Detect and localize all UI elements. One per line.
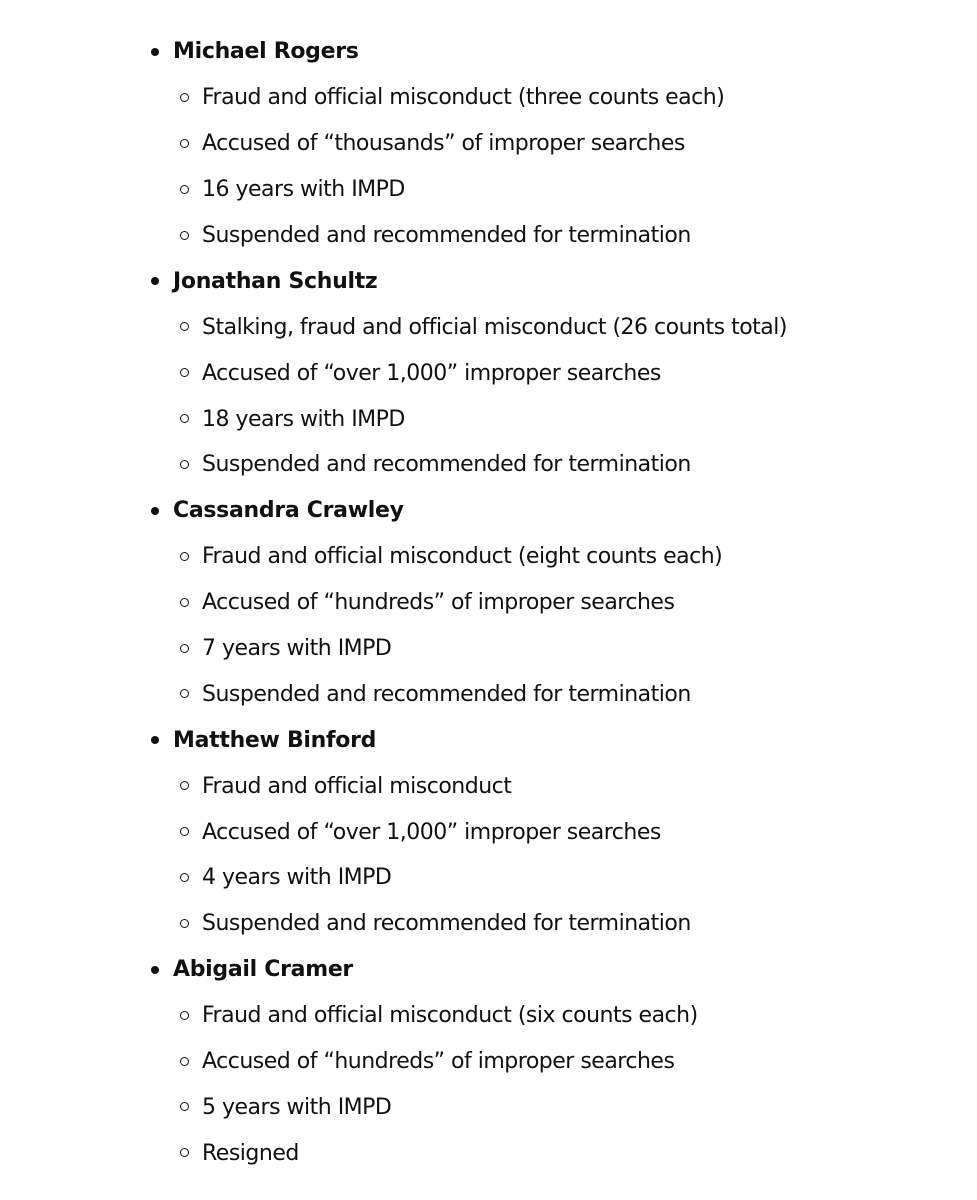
officer-row — [0, 947, 977, 993]
detail-item — [0, 167, 977, 213]
detail-item — [0, 442, 977, 488]
detail-text: Suspended and recommended for termination — [202, 681, 691, 707]
detail-item — [0, 75, 977, 121]
detail-item — [0, 993, 977, 1039]
detail-item — [0, 1130, 977, 1176]
detail-text: Fraud and official misconduct — [202, 773, 512, 799]
circle-bullet-icon — [180, 231, 189, 240]
officer-row — [0, 488, 977, 534]
officer-row — [0, 29, 977, 75]
officer-row — [0, 717, 977, 763]
circle-bullet-icon — [180, 139, 189, 148]
detail-text: Resigned — [202, 1140, 299, 1166]
detail-text: Accused of “over 1,000” improper searches — [202, 819, 661, 845]
officer-name: Cassandra Crawley — [173, 498, 404, 524]
officer-name: Michael Rogers — [173, 39, 359, 65]
officer-item — [0, 947, 977, 1176]
circle-bullet-icon — [180, 322, 189, 331]
officer-item — [0, 29, 977, 258]
detail-item — [0, 396, 977, 442]
detail-text: Fraud and official misconduct (six counts each) — [202, 1003, 698, 1029]
circle-bullet-icon — [180, 414, 189, 423]
officer-row — [0, 258, 977, 304]
circle-bullet-icon — [180, 185, 189, 194]
detail-text: 4 years with IMPD — [202, 865, 392, 891]
circle-bullet-icon — [180, 827, 189, 836]
detail-item — [0, 1084, 977, 1130]
detail-item — [0, 809, 977, 855]
detail-text: Stalking, fraud and official misconduct (26 counts total) — [202, 314, 787, 340]
detail-text: 7 years with IMPD — [202, 636, 392, 662]
circle-bullet-icon — [180, 368, 189, 377]
detail-text: Suspended and recommended for termination — [202, 223, 691, 248]
circle-bullet-icon — [180, 93, 189, 102]
officer-name: Matthew Binford — [173, 727, 377, 753]
detail-text: 5 years with IMPD — [202, 1094, 392, 1120]
circle-bullet-icon — [180, 644, 189, 653]
officer-details — [0, 763, 977, 947]
disc-bullet-icon — [151, 48, 159, 56]
circle-bullet-icon — [180, 873, 189, 882]
officer-details — [0, 993, 977, 1177]
circle-bullet-icon — [180, 1011, 189, 1020]
disc-bullet-icon — [151, 736, 159, 744]
circle-bullet-icon — [180, 919, 189, 928]
detail-text: Accused of “hundreds” of improper searches — [202, 1049, 675, 1075]
officer-item — [0, 488, 977, 717]
officer-details — [0, 534, 977, 718]
officer-details — [0, 304, 977, 488]
detail-text: 18 years with IMPD — [202, 406, 405, 432]
circle-bullet-icon — [180, 552, 189, 561]
detail-item — [0, 534, 977, 580]
detail-text: 16 years with IMPD — [202, 177, 405, 203]
circle-bullet-icon — [180, 1102, 189, 1111]
detail-text: Fraud and official misconduct (eight counts each) — [202, 544, 723, 570]
officer-name: Jonathan Schultz — [173, 268, 378, 294]
detail-item — [0, 901, 977, 947]
circle-bullet-icon — [180, 460, 189, 469]
disc-bullet-icon — [151, 966, 159, 974]
circle-bullet-icon — [180, 598, 189, 607]
detail-text: Suspended and recommended for termination — [202, 452, 691, 478]
detail-item — [0, 304, 977, 350]
disc-bullet-icon — [151, 277, 159, 285]
detail-item — [0, 1039, 977, 1085]
detail-text: Fraud and official misconduct (three counts each) — [202, 85, 725, 111]
officer-details — [0, 75, 977, 259]
detail-item — [0, 580, 977, 626]
detail-item — [0, 671, 977, 717]
detail-text: Accused of “thousands” of improper searches — [202, 131, 685, 157]
officer-item — [0, 717, 977, 946]
detail-item — [0, 350, 977, 396]
detail-item — [0, 626, 977, 672]
detail-text: Accused of “hundreds” of improper searches — [202, 590, 675, 616]
detail-text: Accused of “over 1,000” improper searches — [202, 360, 661, 386]
detail-item — [0, 213, 977, 259]
circle-bullet-icon — [180, 689, 189, 698]
circle-bullet-icon — [180, 1057, 189, 1066]
officer-name: Abigail Cramer — [173, 957, 353, 983]
circle-bullet-icon — [180, 1148, 189, 1157]
detail-text: Suspended and recommended for termination — [202, 911, 691, 937]
detail-item — [0, 121, 977, 167]
circle-bullet-icon — [180, 781, 189, 790]
detail-item — [0, 855, 977, 901]
officer-item — [0, 258, 977, 487]
detail-item — [0, 763, 977, 809]
disc-bullet-icon — [151, 507, 159, 515]
